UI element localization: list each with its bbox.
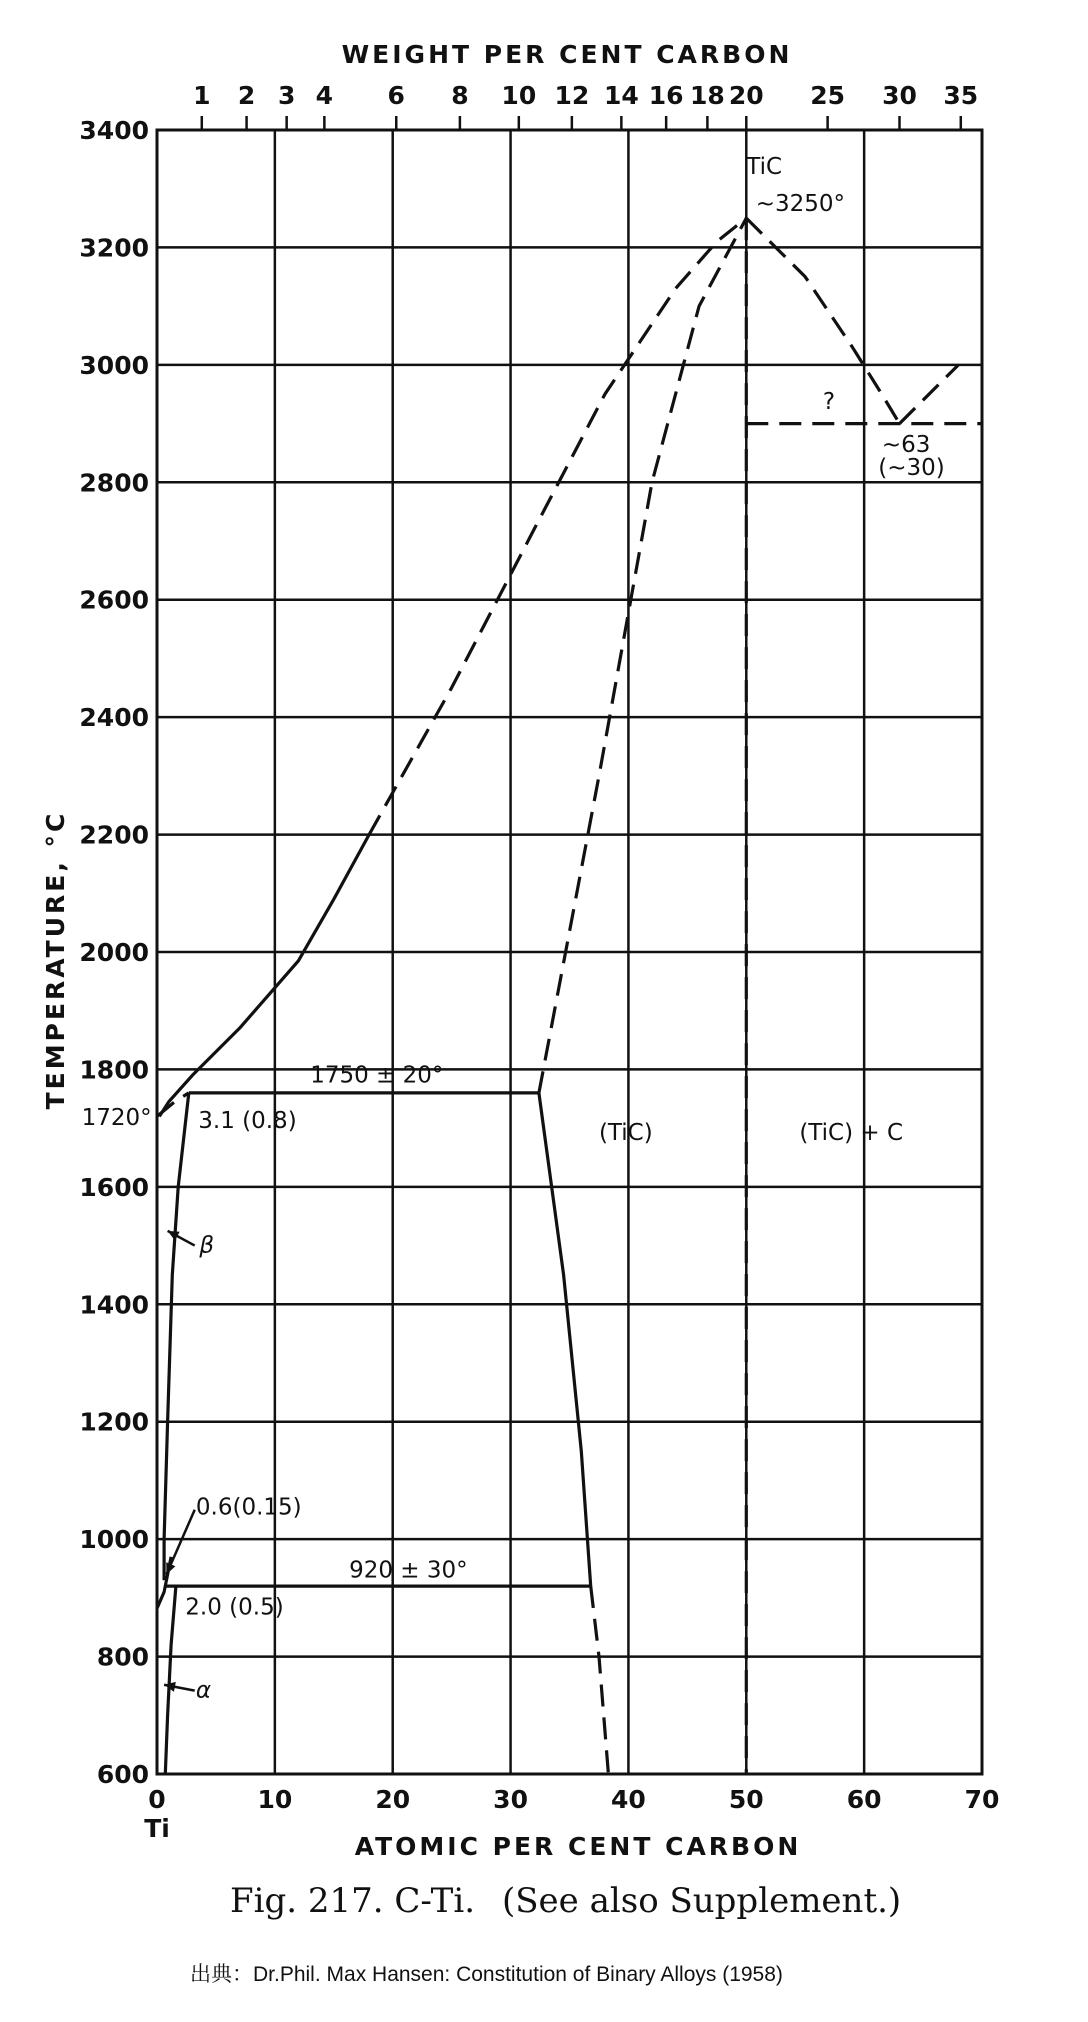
annotation-label: ~3250° xyxy=(755,191,846,218)
annotation-label: (~30) xyxy=(878,455,945,482)
top-axis-tick-label: 6 xyxy=(387,81,405,110)
dashed-boundary-curve xyxy=(900,365,959,424)
figure-caption-note: (See also Supplement.) xyxy=(502,1881,902,1921)
y-tick-label: 800 xyxy=(96,1642,149,1672)
x-tick-sub-label: Ti xyxy=(144,1814,170,1843)
y-tick-label: 3000 xyxy=(79,350,149,380)
y-tick-label: 2000 xyxy=(79,938,149,967)
y-tick-label: 2600 xyxy=(79,585,149,615)
annotation-label: α xyxy=(195,1677,212,1704)
solid-boundary-curve xyxy=(539,1093,591,1586)
top-axis-tick-label: 35 xyxy=(943,81,979,110)
top-axis-tick-label: 12 xyxy=(554,81,590,110)
diagram-annotations xyxy=(82,154,945,1704)
annotation-label: β xyxy=(199,1232,215,1259)
y-tick-label: 600 xyxy=(96,1760,149,1789)
annotation-label: ? xyxy=(822,388,836,415)
dashed-boundary-curve xyxy=(539,218,746,1093)
y-tick-label: 3400 xyxy=(79,116,149,145)
x-tick-label: 30 xyxy=(493,1785,528,1814)
top-axis-tick-label: 4 xyxy=(315,81,334,110)
top-axis-tick-label: 10 xyxy=(501,81,537,110)
solid-boundary-curve xyxy=(164,1093,189,1580)
x-axis-title: ATOMIC PER CENT CARBON xyxy=(354,1832,802,1861)
annotation-label: (TiC) + C xyxy=(799,1119,904,1146)
annotation-label: 1720° xyxy=(81,1105,152,1132)
annotation-label: 1750 ± 20° xyxy=(310,1062,444,1089)
solid-boundary-curve xyxy=(165,1586,176,1774)
dashed-boundary-curve xyxy=(369,218,746,835)
annotation-label: 920 ± 30° xyxy=(349,1557,468,1584)
y-tick-label: 1600 xyxy=(79,1172,149,1202)
y-tick-label: 1400 xyxy=(79,1290,149,1320)
x-tick-label: 20 xyxy=(375,1785,411,1814)
grid-lines xyxy=(157,130,982,1774)
y-axis-title: TEMPERATURE, °C xyxy=(41,810,70,1110)
y-tick-label: 1200 xyxy=(79,1407,149,1437)
phase-arrows xyxy=(164,1231,195,1692)
source-citation: 出典：Dr.Phil. Max Hansen: Constitution of Binary Alloys (1958) xyxy=(190,1963,783,1986)
top-axis-tick-label: 18 xyxy=(689,81,725,110)
y-tick-label: 2200 xyxy=(79,820,149,850)
x-tick-label: 60 xyxy=(846,1785,882,1814)
top-axis-tick-label: 14 xyxy=(603,81,639,110)
y-tick-label: 2400 xyxy=(79,703,149,733)
annotation-label: TiC xyxy=(746,154,783,181)
tick-labels xyxy=(79,81,999,1843)
y-tick-label: 1800 xyxy=(79,1055,149,1085)
annotation-label: 0.6(0.15) xyxy=(195,1494,302,1521)
annotation-label: 3.1 (0.8) xyxy=(198,1108,297,1135)
axis-ticks xyxy=(202,116,961,130)
y-tick-label: 2800 xyxy=(79,468,149,498)
x-tick-label: 10 xyxy=(257,1785,293,1814)
top-axis-tick-label: 30 xyxy=(882,81,917,110)
top-axis-tick-label: 2 xyxy=(237,81,256,110)
phase-boundaries xyxy=(157,218,982,1774)
top-axis-tick-label: 1 xyxy=(193,81,211,110)
top-axis-tick-label: 16 xyxy=(648,81,684,110)
figure-caption: Fig. 217. C-Ti. xyxy=(230,1881,476,1921)
top-axis-tick-label: 8 xyxy=(451,81,469,110)
y-tick-label: 1000 xyxy=(79,1525,149,1555)
top-axis-tick-label: 3 xyxy=(277,81,296,110)
x-tick-label: 0 xyxy=(148,1785,166,1814)
x-tick-label: 40 xyxy=(611,1785,646,1814)
annotation-label: 2.0 (0.5) xyxy=(185,1594,284,1621)
top-axis-title: WEIGHT PER CENT CARBON xyxy=(341,40,793,69)
top-axis-tick-label: 20 xyxy=(728,81,764,110)
x-tick-label: 50 xyxy=(728,1785,764,1814)
dashed-boundary-curve xyxy=(591,1586,609,1774)
annotation-label: ~63 xyxy=(881,431,931,458)
top-axis-tick-label: 25 xyxy=(810,81,846,110)
y-tick-label: 3200 xyxy=(79,233,149,263)
x-tick-label: 70 xyxy=(964,1785,1000,1814)
annotation-label: (TiC) xyxy=(598,1119,653,1146)
